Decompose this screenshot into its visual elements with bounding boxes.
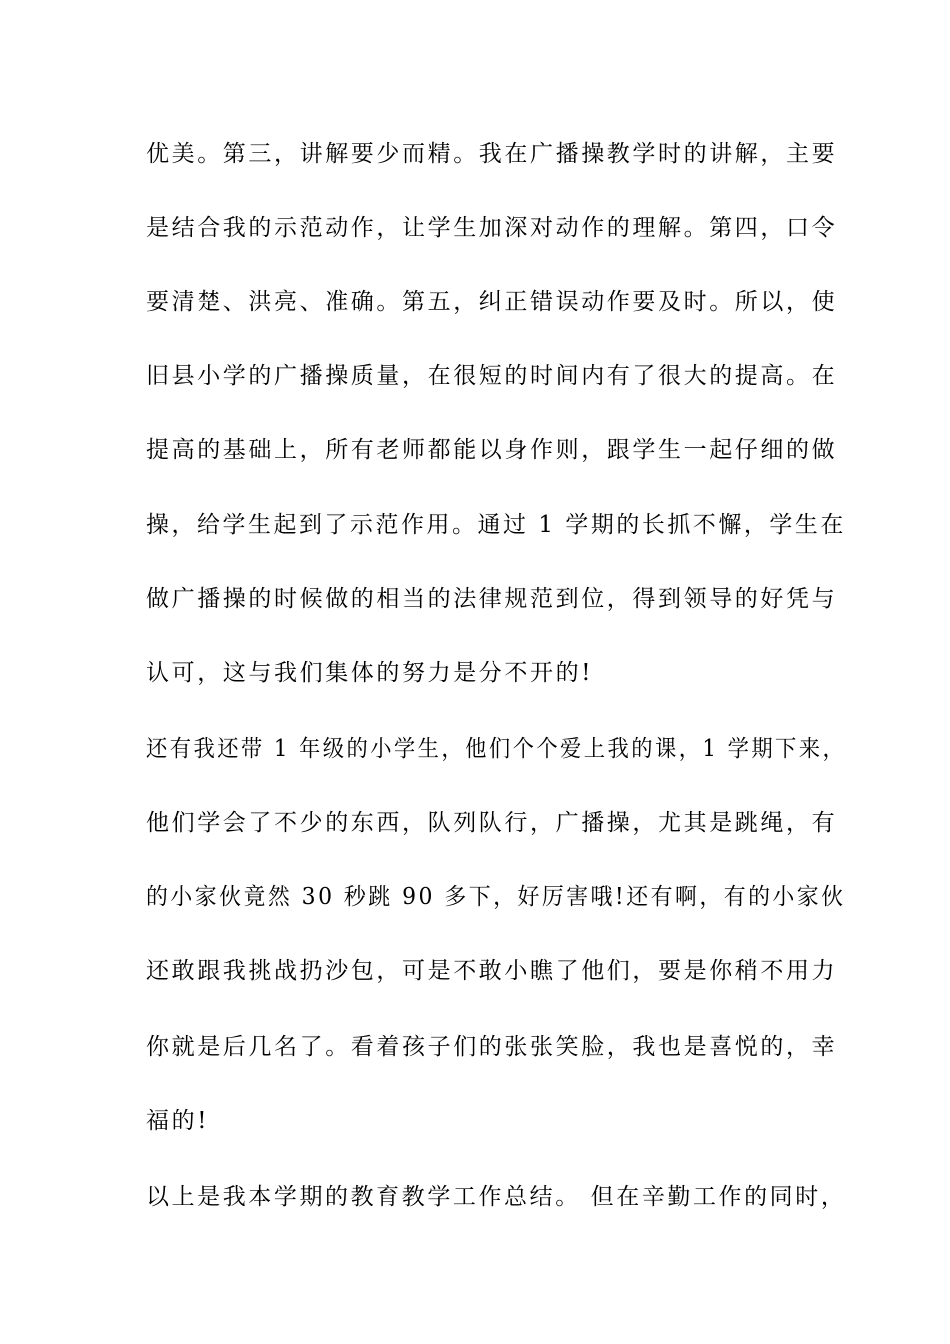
text-line-9: 还有我还带 1 年级的小学生，他们个个爱上我的课，1 学期下来， [146, 736, 847, 762]
text-line-4: 旧县小学的广播操质量，在很短的时间内有了很大的提高。在 [146, 363, 838, 389]
text-line-2: 是结合我的示范动作，让学生加深对动作的理解。第四，口令 [146, 215, 838, 241]
text-line-10: 他们学会了不少的东西，队列队行，广播操，尤其是跳绳，有 [146, 810, 838, 836]
text-line-8: 认可，这与我们集体的努力是分不开的! [146, 660, 594, 686]
text-line-7: 做广播操的时候做的相当的法律规范到位，得到领导的好凭与 [146, 586, 838, 612]
text-line-14: 福的! [146, 1108, 210, 1134]
text-line-12: 还敢跟我挑战扔沙包，可是不敢小瞧了他们，要是你稍不用力 [146, 958, 838, 984]
text-line-6: 操，给学生起到了示范作用。通过 1 学期的长抓不懈，学生在 [146, 512, 846, 538]
text-line-5: 提高的基础上，所有老师都能以身作则，跟学生一起仔细的做 [146, 437, 838, 463]
text-line-11: 的小家伙竟然 30 秒跳 90 多下，好厉害哦!还有啊，有的小家伙 [146, 884, 846, 910]
text-line-15: 以上是我本学期的教育教学工作总结。 但在辛勤工作的同时， [146, 1184, 847, 1210]
text-line-13: 你就是后几名了。看着孩子们的张张笑脸，我也是喜悦的，幸 [146, 1034, 838, 1060]
text-line-1: 优美。第三，讲解要少而精。我在广播操教学时的讲解，主要 [146, 141, 838, 167]
text-line-3: 要清楚、洪亮、准确。第五，纠正错误动作要及时。所以，使 [146, 289, 838, 315]
